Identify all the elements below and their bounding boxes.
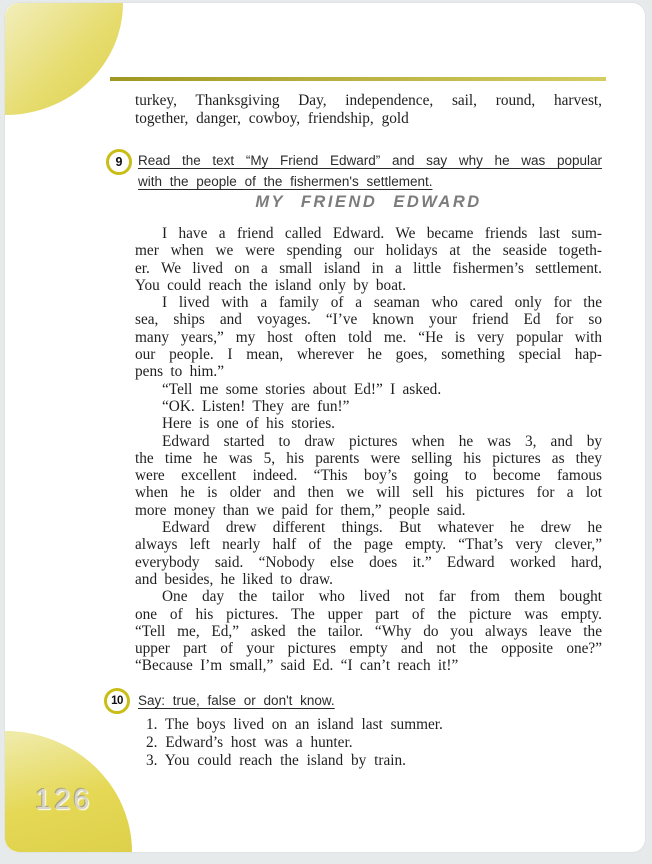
- item-text: You could reach the island by train.: [164, 751, 406, 769]
- exercise-9-number-badge: [106, 149, 132, 175]
- item-text: Edward’s host was a hunter.: [165, 733, 353, 751]
- story-line: upper part of your pictures empty and not the opposite one?”: [135, 640, 602, 658]
- true-false-item: [146, 752, 602, 770]
- story-line: more money than we paid for them,” people said.: [135, 501, 466, 519]
- story-line: I have a friend called Edward. We became friends last sum-: [162, 225, 602, 242]
- top-divider-rule: [110, 77, 606, 81]
- story-line: always left nearly half of the page empty. “That’s very clever,”: [135, 536, 602, 554]
- story-line: everybody said. “Nobody else does it.” Edward worked hard,: [135, 553, 602, 571]
- vocabulary-line: turkey, Thanksgiving Day, independence, sail, round, harvest,: [135, 92, 602, 109]
- textbook-page: [4, 2, 646, 853]
- story-line: when he is older and then we will sell his pictures for a lot: [135, 484, 602, 502]
- story-line: sea, ships and voyages. “I’ve known your friend Ed for so: [135, 311, 602, 329]
- true-false-list: [146, 716, 602, 769]
- instruction-line: Read the text “My Friend Edward” and say why he was popular: [138, 153, 602, 168]
- story-text: [135, 225, 602, 675]
- instruction-line: Say: true, false or don't know.: [138, 693, 335, 708]
- item-number: 2.: [146, 733, 158, 751]
- item-number: 1.: [146, 716, 158, 733]
- exercise-9-number: 9: [115, 155, 123, 169]
- true-false-item: [146, 734, 602, 752]
- vocabulary-line: together, danger, cowboy, friendship, gold: [135, 109, 409, 127]
- story-line: Edward drew different things. But whatever he drew he: [162, 519, 602, 537]
- story-line: You could reach the island only by boat.: [135, 276, 407, 294]
- story-line: er. We lived on a small island in a little fishermen’s settlement.: [135, 259, 602, 277]
- story-line: mer when we were spending our holidays at the seaside togeth-: [135, 242, 602, 260]
- story-line: and besides, he liked to draw.: [135, 570, 333, 588]
- story-title: MY FRIEND EDWARD: [255, 193, 482, 211]
- exercise-10-instruction: [138, 691, 602, 712]
- story-line: one of his pictures. The upper part of the picture was empty.: [135, 605, 602, 623]
- story-line: were excellent indeed. “This boy’s going to become famous: [135, 467, 602, 485]
- vocabulary-word-list: [135, 92, 602, 127]
- story-line: our people. I mean, wherever he goes, something special hap-: [135, 346, 602, 364]
- story-line: “OK. Listen! They are fun!”: [162, 397, 350, 415]
- story-line: many years,” my host often told me. “He is very popular with: [135, 328, 602, 346]
- top-left-corner-decoration: [5, 3, 123, 115]
- story-line: pens to him.”: [135, 363, 224, 381]
- story-line: I lived with a family of a seaman who cared only for the: [162, 294, 602, 312]
- story-line: the time he was 5, his parents were selling his pictures as they: [135, 449, 602, 467]
- instruction-line: with the people of the fishermen's settlement.: [138, 173, 433, 189]
- story-line: One day the tailor who lived not far from them bought: [162, 588, 602, 606]
- item-number: 3.: [146, 751, 158, 769]
- true-false-item: [146, 716, 602, 734]
- story-line: “Tell me some stories about Ed!” I asked.: [162, 380, 442, 398]
- exercise-10-number: 10: [111, 695, 123, 707]
- story-line: Edward started to draw pictures when he was 3, and by: [162, 432, 602, 450]
- story-line: “Because I’m small,” said Ed. “I can’t reach it!”: [135, 657, 459, 675]
- exercise-10-number-badge: [104, 688, 130, 714]
- story-line: Here is one of his stories.: [162, 415, 335, 433]
- item-text: The boys lived on an island last summer.: [165, 716, 443, 733]
- exercise-9-instruction: [138, 151, 602, 192]
- story-line: “Tell me, Ed,” asked the tailor. “Why do you always leave the: [135, 622, 602, 640]
- page-number: 126: [35, 784, 93, 816]
